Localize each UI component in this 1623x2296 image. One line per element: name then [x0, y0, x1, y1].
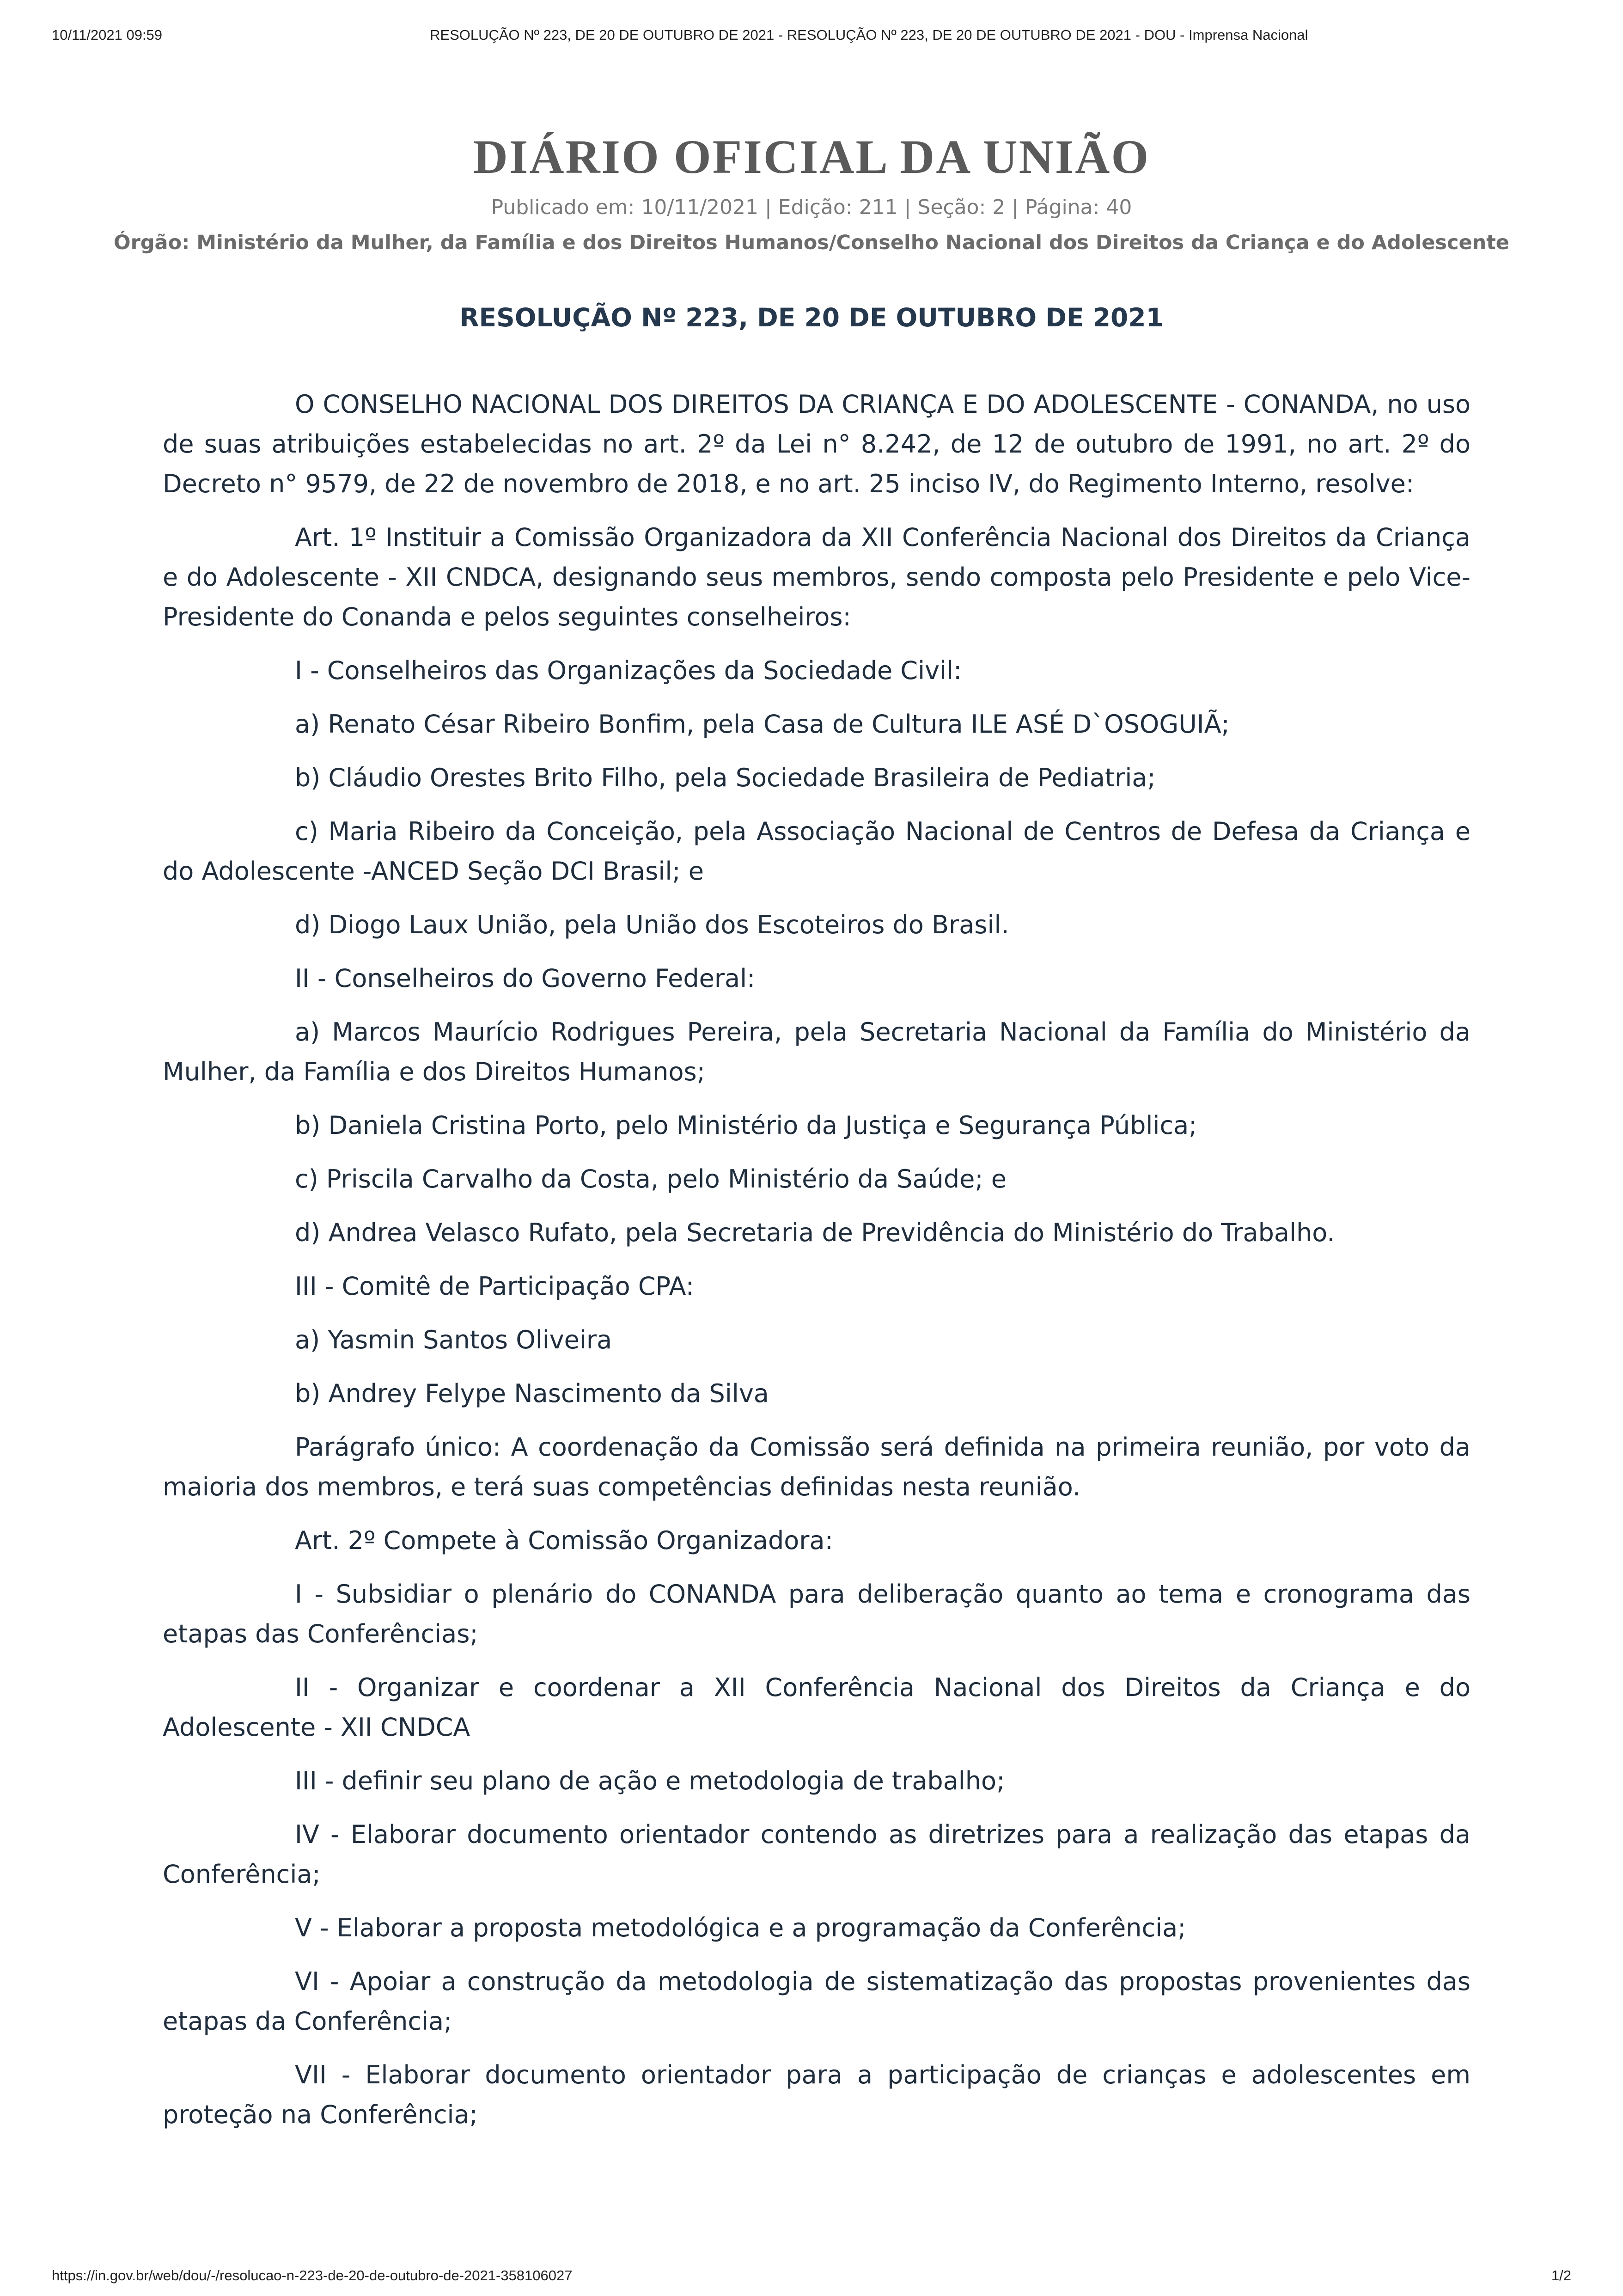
- paragraph-item: V - Elaborar a proposta metodológica e a programação da Conferência;: [295, 1913, 1186, 1942]
- print-header: [0, 27, 1623, 45]
- paragraph-item: d) Andrea Velasco Rufato, pela Secretaria de Previdência do Ministério do Trabalho.: [295, 1218, 1335, 1247]
- paragraph-item: c) Maria Ribeiro da Conceição, pela Associação Nacional de Centros de Defesa da Criança e do Adolescente -ANCED Seção DCI Brasil; e: [163, 817, 1470, 886]
- paragraph-item: c) Priscila Carvalho da Costa, pelo Ministério da Saúde; e: [295, 1164, 1007, 1194]
- paragraph-single: Parágrafo único: A coordenação da Comissão será definida na primeira reunião, por voto da maioria dos membros, e terá suas competências definidas nesta reunião.: [163, 1433, 1470, 1501]
- paragraph-item: b) Daniela Cristina Porto, pelo Ministério da Justiça e Segurança Pública;: [295, 1111, 1197, 1140]
- paragraph-item: III - Comitê de Participação CPA:: [295, 1272, 694, 1301]
- print-footer: [0, 2267, 1623, 2286]
- paragraph-item: a) Yasmin Santos Oliveira: [295, 1325, 612, 1354]
- paragraph-item: I - Subsidiar o plenário do CONANDA para deliberação quanto ao tema e cronograma das etapas das Conferências;: [163, 1580, 1470, 1648]
- paragraph-item: I - Conselheiros das Organizações da Sociedade Civil:: [295, 656, 962, 685]
- print-url: https://in.gov.br/web/dou/-/resolucao-n-223-de-20-de-outubro-de-2021-358106027: [52, 2267, 573, 2284]
- paragraph-item: II - Organizar e coordenar a XII Conferência Nacional dos Direitos da Criança e do Adolescente - XII CNDCA: [163, 1673, 1470, 1742]
- document-body: [163, 385, 1470, 2149]
- print-page-number: 1/2: [1551, 2267, 1571, 2284]
- paragraph-item: VII - Elaborar documento orientador para a participação de crianças e adolescentes em proteção na Conferência;: [163, 2060, 1470, 2129]
- paragraph-item: b) Andrey Felype Nascimento da Silva: [295, 1379, 769, 1408]
- paragraph-item: d) Diogo Laux União, pela União dos Escoteiros do Brasil.: [295, 910, 1009, 939]
- orgao-line: Órgão: Ministério da Mulher, da Família e dos Direitos Humanos/Conselho Nacional dos Direitos da Criança e do Adolescente: [114, 231, 1509, 254]
- paragraph-item: II - Conselheiros do Governo Federal:: [295, 964, 756, 993]
- paragraph-item: b) Cláudio Orestes Brito Filho, pela Sociedade Brasileira de Pediatria;: [295, 763, 1156, 792]
- masthead-title: DIÁRIO OFICIAL DA UNIÃO: [473, 130, 1150, 184]
- paragraph-item: VI - Apoiar a construção da metodologia de sistematização das propostas provenientes das etapas da Conferência;: [163, 1967, 1470, 2036]
- paragraph-item: III - definir seu plano de ação e metodologia de trabalho;: [295, 1766, 1005, 1795]
- print-page-title: RESOLUÇÃO Nº 223, DE 20 DE OUTUBRO DE 2021 - RESOLUÇÃO Nº 223, DE 20 DE OUTUBRO DE 2021 - DOU - Imprensa Nacional: [430, 27, 1308, 43]
- paragraph-item: IV - Elaborar documento orientador contendo as diretrizes para a realização das etapas da Conferência;: [163, 1820, 1470, 1889]
- paragraph-art2: Art. 2º Compete à Comissão Organizadora:: [295, 1526, 833, 1555]
- paragraph-item: a) Marcos Maurício Rodrigues Pereira, pela Secretaria Nacional da Família do Ministério da Mulher, da Família e dos Direitos Humanos;: [163, 1017, 1470, 1086]
- document-title: RESOLUÇÃO Nº 223, DE 20 DE OUTUBRO DE 2021: [459, 303, 1164, 332]
- paragraph-item: a) Renato César Ribeiro Bonfim, pela Casa de Cultura ILE ASÉ D`OSOGUIÃ;: [295, 710, 1230, 739]
- print-timestamp: 10/11/2021 09:59: [52, 27, 163, 43]
- paragraph-art1: Art. 1º Instituir a Comissão Organizadora da XII Conferência Nacional dos Direitos da Criança e do Adolescente - XII CNDCA, designando seus membros, sendo composta pelo Presidente e pelo Vice-Presidente do Conanda e pelos seguintes conselheiros:: [163, 523, 1470, 631]
- paragraph-preamble: O CONSELHO NACIONAL DOS DIREITOS DA CRIANÇA E DO ADOLESCENTE - CONANDA, no uso de suas atribuições estabelecidas no art. 2º da Lei n° 8.242, de 12 de outubro de 1991, no art. 2º do Decreto n° 9579, de 22 de novembro de 2018, e no art. 25 inciso IV, do Regimento Interno, resolve:: [163, 390, 1470, 498]
- publication-info: Publicado em: 10/11/2021 | Edição: 211 | Seção: 2 | Página: 40: [491, 196, 1132, 219]
